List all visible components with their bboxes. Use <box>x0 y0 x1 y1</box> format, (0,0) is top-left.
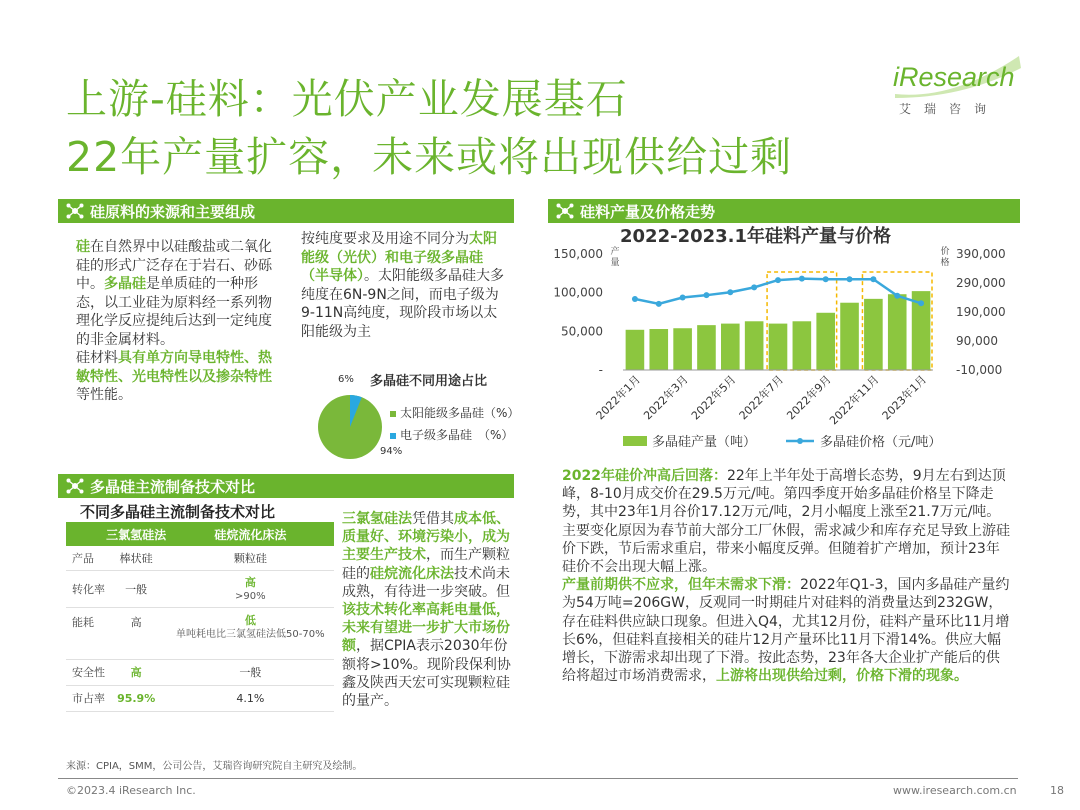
legend-label-production: 多晶硅产量（吨） <box>652 435 757 450</box>
bar-production <box>840 303 859 370</box>
point-price <box>680 295 686 301</box>
tech-analysis-text <box>342 510 514 710</box>
x-tick-label: 2022年5月 <box>688 372 739 423</box>
bar-production <box>649 329 668 370</box>
cell-b-sub: 单吨耗电比三氯氢硅法低50-70% <box>176 628 325 640</box>
text-h: ，据CPIA表示2030年份额将>10%。现阶段保利协鑫及陕西天宏可实现颗粒硅的量产。 <box>342 638 511 710</box>
x-tick-label: 2022年1月 <box>593 372 644 423</box>
bar-production <box>793 321 812 370</box>
term-silicon-material: 硅材料 <box>76 350 118 366</box>
text-b: 凭借其 <box>412 511 454 527</box>
section-title: 硅原料的来源和主要组成 <box>90 202 256 221</box>
analysis-p2-title: 产量前期供不应求，但年末需求下滑： <box>562 577 800 594</box>
y-right-tick-label: -10,000 <box>956 363 1003 377</box>
silicon-intro-text <box>76 238 284 405</box>
y-right-tick-label: 90,000 <box>956 334 998 348</box>
y-right-axis-title: 格 <box>940 258 950 268</box>
legend-label-solar: 太阳能级多晶硅（%） <box>400 406 520 420</box>
cell-b: 一般 <box>167 659 334 685</box>
legend-marker-price <box>797 438 803 444</box>
y-left-axis-title: 量 <box>610 258 620 268</box>
cell-b-sub: >90% <box>235 591 266 602</box>
cell-a: 95.9% <box>106 685 167 711</box>
copyright: ©2023.4 iResearch Inc. <box>66 784 196 797</box>
iresearch-logo <box>893 52 1021 122</box>
market-analysis-text <box>562 467 1012 685</box>
table-row <box>66 685 334 711</box>
cell-a: 高 <box>106 659 167 685</box>
row-label: 市占率 <box>66 685 106 711</box>
analysis-p1-title: 2022年硅价冲高后回落： <box>562 468 727 484</box>
bar-production <box>816 313 835 370</box>
network-icon <box>66 203 84 219</box>
bar-production <box>697 325 716 370</box>
network-icon <box>556 203 574 219</box>
legend-swatch-solar <box>390 411 396 417</box>
chart-title: 2022-2023.1年硅料产量与价格 <box>620 226 892 247</box>
purity-text <box>301 230 507 341</box>
page-number: 18 <box>1050 784 1064 797</box>
point-price <box>703 292 709 298</box>
legend-swatch-production <box>623 436 647 446</box>
bar-production <box>888 294 907 370</box>
cell-a: 高 <box>106 607 167 659</box>
cell-a: 一般 <box>106 570 167 607</box>
y-right-axis-title: 价 <box>940 247 950 257</box>
bar-production <box>626 330 645 370</box>
analysis-p2-highlight: 上游将出现供给过剩，价格下滑的现象。 <box>716 668 968 685</box>
term-silicon: 硅 <box>76 239 90 255</box>
table-header-row <box>66 522 334 546</box>
legend-label-electronic: 电子级多晶硅 （%） <box>400 428 514 442</box>
row-label: 产品 <box>66 546 106 570</box>
section-header-tech-compare <box>58 474 514 498</box>
table-header-fbr: 硅烷流化床法 <box>167 522 334 546</box>
cell-b: 颗粒硅 <box>167 546 334 570</box>
term-polysilicon: 多晶硅 <box>104 276 146 292</box>
section-header-price-trend <box>548 199 1020 223</box>
y-left-tick-label: - <box>598 363 603 377</box>
y-right-tick-label: 190,000 <box>956 305 1006 319</box>
network-icon <box>66 478 84 494</box>
pie-title: 多晶硅不同用途占比 <box>370 374 488 389</box>
point-price <box>870 276 876 282</box>
table-row <box>66 546 334 570</box>
website-url: www.iresearch.com.cn <box>893 784 1017 797</box>
analysis-p1-text: 22年上半年处于高增长态势，9月左右到达顶峰，8-10月成交价在29.5万元/吨。第四季度开始多晶硅价格呈下降走势，其中23年1月谷价17.12万元/吨，2月小幅度上涨至21.7万元/吨。主要变化原因为春节前大部分工厂休假，需求减少和库存充足导致上游硅价下跌，节后需求重启，带来小幅度反弹。但随着扩产增加，预计23年硅价不会出现大幅上涨。 <box>562 468 1010 576</box>
y-left-tick-label: 50,000 <box>561 324 603 339</box>
point-price <box>632 296 638 302</box>
cell-b-group <box>167 607 334 659</box>
table-header-trichlorosilane: 三氯氢硅法 <box>106 522 167 546</box>
pie-label-large: 94% <box>380 446 403 457</box>
table-row <box>66 570 334 607</box>
table-title: 不同多晶硅主流制备技术对比 <box>80 503 276 521</box>
point-price <box>918 300 924 306</box>
text-purity-b: 太阳能级（光伏）和电子级多晶硅（半导体） <box>301 231 497 284</box>
y-right-tick-label: 390,000 <box>956 247 1006 261</box>
pie-legend-item-electronic <box>390 424 519 446</box>
x-tick-label: 2022年9月 <box>784 372 834 423</box>
logo-text: iResearch <box>893 62 1015 92</box>
row-label: 转化率 <box>66 570 106 607</box>
analysis-p2-text: 2022年Q1-3，国内多晶硅产量约为54万吨=206GW，反观同一时期硅片对硅料的消费量达到232GW，存在硅料供应缺口现象。但进入Q4，尤其12月份，硅料产量环比11月增长6%，但硅料直接相关的硅片12月产量环比11月下滑14%。供应大幅增长，下游需求却出现了下滑。按此态势，23年各大企业扩产能后的供给将超过市场消费需求， <box>562 577 1010 685</box>
text-g: 该技术转化率高耗电量低，未来有望进一步扩大市场份额 <box>342 602 510 655</box>
row-label: 能耗 <box>66 607 106 659</box>
table-header-blank <box>66 522 106 546</box>
pie-legend-item-solar <box>390 402 519 424</box>
term-fbr: 硅烷流化床法 <box>370 565 454 582</box>
bar-production <box>769 324 788 370</box>
bar-production <box>745 321 764 370</box>
row-label: 安全性 <box>66 659 106 685</box>
text-d: ，而生产颗粒硅的 <box>342 547 510 582</box>
cell-b: 高 <box>244 576 256 589</box>
logo-subtext: 艾瑞咨询 <box>899 102 1000 116</box>
bar-production <box>673 328 692 370</box>
text-polysilicon-desc: 是单质硅的一种形态，以工业硅为原料经一系列物理化学反应提纯后达到一定纯度的非金属材料。 <box>76 276 272 348</box>
page-title-line1: 上游-硅料：光伏产业发展基石 <box>66 75 628 123</box>
legend-label-price: 多晶硅价格（元/吨） <box>820 435 942 450</box>
x-tick-label: 2022年3月 <box>641 372 691 423</box>
pie-legend <box>390 402 519 446</box>
table-row <box>66 659 334 685</box>
production-price-chart <box>548 240 1028 460</box>
point-price <box>799 276 805 282</box>
x-tick-label: 2022年7月 <box>736 372 787 423</box>
section-title: 多晶硅主流制备技术对比 <box>90 477 256 496</box>
bar-production <box>721 324 740 370</box>
y-right-tick-label: 290,000 <box>956 276 1006 290</box>
section-title: 硅料产量及价格走势 <box>580 202 716 221</box>
text-properties-end: 等性能。 <box>76 387 132 403</box>
cell-b-group <box>167 570 334 607</box>
section-header-silicon-source <box>58 199 514 223</box>
text-purity-c: 。太阳能级多晶硅大多纯度在6N-9N之间，而电子级为9-11N高纯度，现阶段市场以太阳能级为主 <box>301 268 504 340</box>
point-price <box>775 277 781 283</box>
pie-label-small: 6% <box>338 374 354 385</box>
table-row <box>66 607 334 659</box>
point-price <box>727 289 733 295</box>
point-price <box>751 284 757 290</box>
source-note: 来源：CPIA，SMM，公司公告，艾瑞咨询研究院自主研究及绘制。 <box>66 761 363 772</box>
point-price <box>847 276 853 282</box>
text-c: 成本低、质量好、环境污染小，成为主要生产技术 <box>342 511 510 564</box>
tech-comparison-table <box>66 522 334 712</box>
point-price <box>894 293 900 299</box>
point-price <box>656 301 662 307</box>
x-tick-label: 2023年1月 <box>879 372 930 423</box>
cell-b: 低 <box>244 613 256 627</box>
point-price <box>823 276 829 282</box>
y-left-tick-label: 150,000 <box>553 247 603 261</box>
text-silicon-desc: 在自然界中以硅酸盐或二氧化硅的形式广泛存在于岩石、砂砾中。 <box>76 239 272 292</box>
text-purity-a: 按纯度要求及用途不同分为 <box>301 231 469 247</box>
text-properties: 具有单方向导电特性、热敏特性、光电特性以及掺杂特性 <box>76 350 272 385</box>
text-f: 技术尚未成熟，有待进一步突破。但 <box>342 565 510 600</box>
legend-swatch-electronic <box>390 433 396 439</box>
y-left-tick-label: 100,000 <box>553 285 603 300</box>
footer-divider <box>58 778 1018 779</box>
term-trichlorosilane: 三氯氢硅法 <box>342 511 412 527</box>
cell-a: 棒状硅 <box>106 546 167 570</box>
bar-production <box>864 299 883 370</box>
cell-b: 4.1% <box>167 685 334 711</box>
page-title-line2: 22年产量扩容，未来或将出现供给过剩 <box>66 133 793 181</box>
x-tick-label: 2022年11月 <box>827 372 882 428</box>
y-left-axis-title: 产 <box>610 247 620 257</box>
